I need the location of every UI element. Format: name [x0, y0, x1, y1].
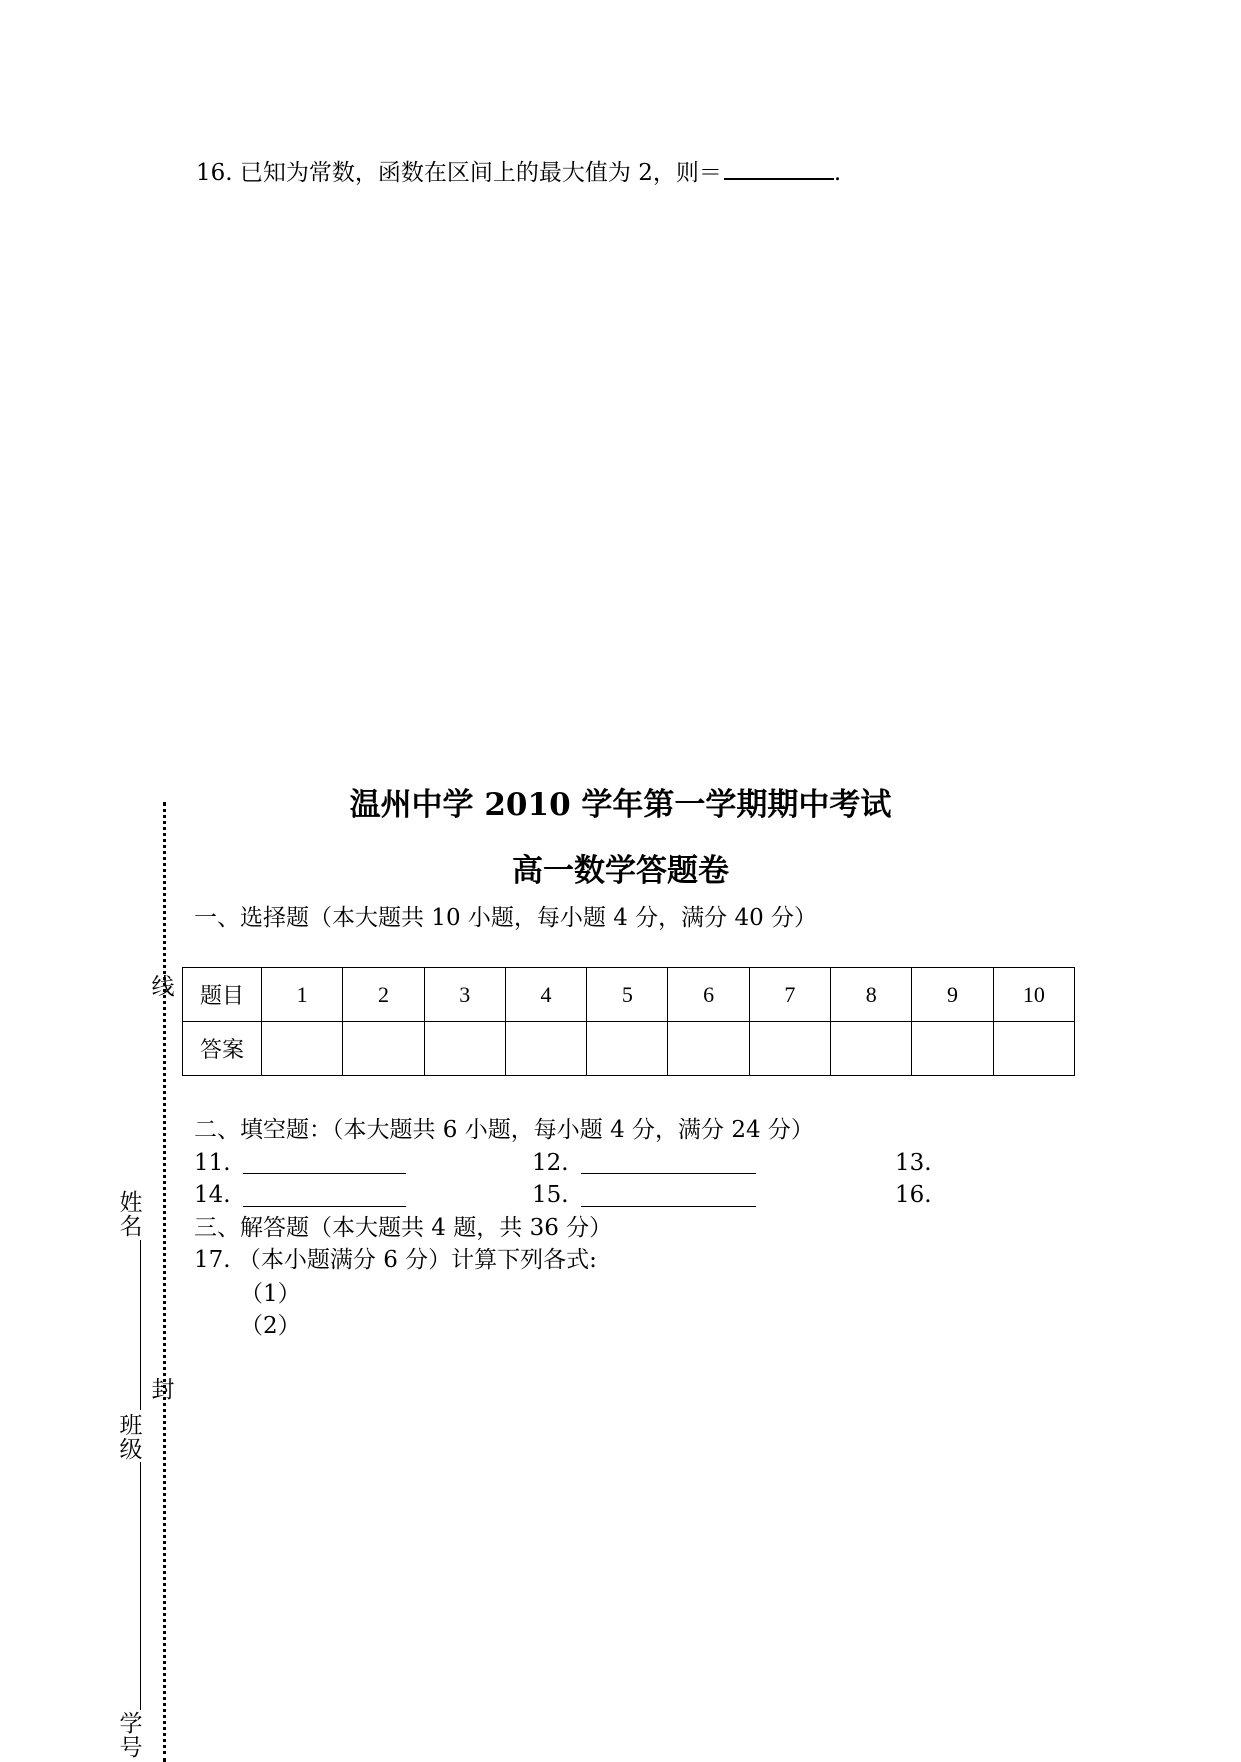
answer-cell[interactable]	[424, 1022, 505, 1076]
question-number: 9	[912, 968, 993, 1022]
fill-label-13: 13.	[895, 1150, 932, 1176]
answer-cell[interactable]	[587, 1022, 668, 1076]
answer-cell[interactable]	[262, 1022, 343, 1076]
row-label-answer: 答案	[183, 1022, 262, 1076]
question-16-text: 16. 已知为常数，函数在区间上的最大值为 2，则＝	[196, 160, 722, 186]
section-1-heading: 一、选择题（本大题共 10 小题，每小题 4 分，满分 40 分）	[194, 905, 818, 931]
question-17: 17. （本小题满分 6 分）计算下列各式:	[194, 1247, 597, 1273]
seal-dotted-line	[163, 802, 166, 1762]
fill-label-16: 16.	[895, 1182, 932, 1208]
question-number: 2	[343, 968, 424, 1022]
question-number: 10	[993, 968, 1074, 1022]
seal-char: 封	[151, 1377, 175, 1403]
question-16-period: .	[833, 160, 842, 186]
answer-cell[interactable]	[343, 1022, 424, 1076]
question-number: 8	[831, 968, 912, 1022]
fill-blank-14[interactable]	[243, 1206, 406, 1207]
fill-label-14: 14.	[194, 1182, 231, 1208]
answer-cell[interactable]	[831, 1022, 912, 1076]
fill-blank-11[interactable]	[243, 1173, 406, 1174]
fill-label-11: 11.	[194, 1150, 231, 1176]
row-label-question: 题目	[183, 968, 262, 1022]
answer-cell[interactable]	[912, 1022, 993, 1076]
answer-cell[interactable]	[993, 1022, 1074, 1076]
seal-line-char: 线	[151, 974, 175, 1000]
fill-label-15: 15.	[532, 1182, 569, 1208]
answer-sheet-subtitle: 高一数学答题卷	[512, 853, 729, 889]
section-3-heading: 三、解答题（本大题共 4 题，共 36 分）	[194, 1215, 613, 1241]
name-label: 姓名	[119, 1190, 143, 1240]
question-number: 7	[749, 968, 830, 1022]
name-fill-line[interactable]	[140, 1240, 141, 1410]
class-fill-line[interactable]	[140, 1462, 141, 1710]
question-16	[196, 156, 841, 188]
answer-cell[interactable]	[749, 1022, 830, 1076]
answer-blank	[724, 156, 834, 180]
question-number: 3	[424, 968, 505, 1022]
question-number: 1	[262, 968, 343, 1022]
answer-cell[interactable]	[668, 1022, 749, 1076]
section-2-heading: 二、填空题：（本大题共 6 小题，每小题 4 分，满分 24 分）	[194, 1117, 814, 1143]
question-number: 5	[587, 968, 668, 1022]
fill-label-12: 12.	[532, 1150, 569, 1176]
fill-blank-15[interactable]	[581, 1206, 756, 1207]
table-row-answers	[183, 1022, 1075, 1076]
question-17-part-1: （1）	[240, 1281, 301, 1307]
table-row-numbers	[183, 968, 1075, 1022]
student-id-label: 学号	[119, 1711, 143, 1761]
question-17-part-2: （2）	[240, 1313, 301, 1339]
choice-answer-table	[182, 967, 1075, 1076]
fill-blank-12[interactable]	[581, 1173, 756, 1174]
class-label: 班级	[119, 1413, 143, 1463]
question-number: 6	[668, 968, 749, 1022]
answer-cell[interactable]	[505, 1022, 586, 1076]
exam-title: 温州中学 2010 学年第一学期期中考试	[349, 787, 892, 823]
question-number: 4	[505, 968, 586, 1022]
